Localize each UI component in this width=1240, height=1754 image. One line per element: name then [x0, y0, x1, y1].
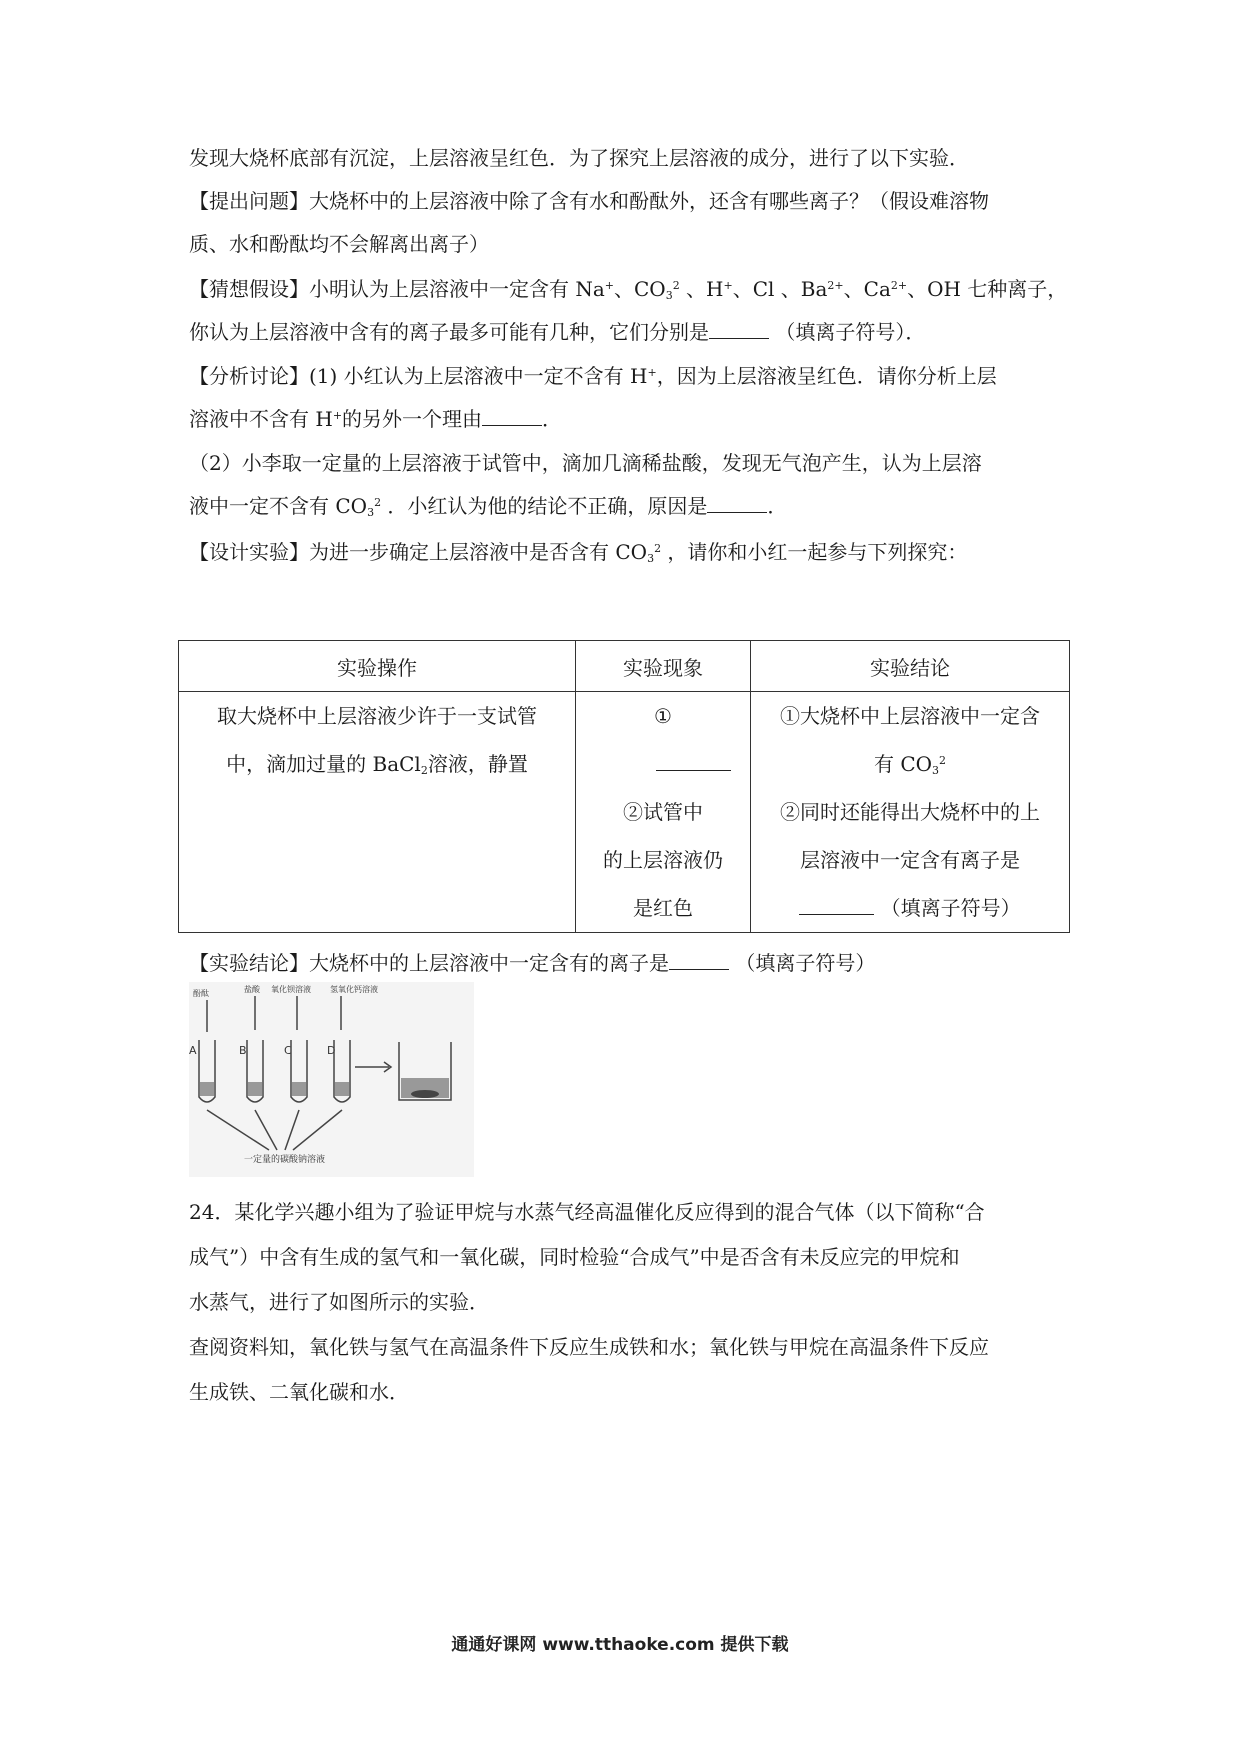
analysis-line2	[189, 407, 562, 431]
analysis-text: 溶液中不含有 H	[189, 407, 333, 431]
ion: 、CO	[614, 277, 666, 301]
page-footer: 通通好课网 www.tthaoke.com 提供下载	[451, 1635, 789, 1655]
q24-line2: 成气”）中含有生成的氢气和一氧化碳，同时检验“合成气”中是否含有未反应完的甲烷和	[189, 1245, 960, 1269]
cell-line	[576, 740, 750, 788]
figure-bottom-label: 一定量的碳酸钠溶液	[244, 1155, 326, 1165]
cell-line	[751, 884, 1069, 932]
figure-label-phenolphthalein: 酚酞	[193, 989, 209, 998]
cell-operation	[179, 692, 576, 933]
cell-line	[179, 740, 575, 788]
q24-line1: 24．某化学兴趣小组为了验证甲烷与水蒸气经高温催化反应得到的混合气体（以下简称“合	[189, 1200, 985, 1224]
cell-line: 取大烧杯中上层溶液少许于一支试管	[217, 704, 537, 728]
table-row	[179, 692, 1070, 933]
analysis-line3: （2）小李取一定量的上层溶液于试管中，滴加几滴稀盐酸，发现无气泡产生，认为上层溶	[189, 451, 982, 475]
answer-blank[interactable]	[669, 951, 729, 970]
ion-list	[569, 277, 967, 301]
superscript: +	[332, 409, 343, 422]
hypothesis-hint: （填离子符号）．	[775, 320, 926, 344]
q24-line4: 查阅资料知，氧化铁与氢气在高温条件下反应生成铁和水；氧化铁与甲烷在高温条件下反应	[189, 1335, 989, 1359]
paragraph-intro: 发现大烧杯底部有沉淀，上层溶液呈红色．为了探究上层溶液的成分，进行了以下实验．	[189, 146, 969, 170]
cell-line: 的上层溶液仍	[603, 848, 723, 872]
superscript: +	[647, 366, 657, 379]
cell-line: ①	[654, 704, 672, 728]
header-conclusion: 实验结论	[751, 641, 1070, 692]
hypothesis-question: 你认为上层溶液中含有的离子最多可能有几种，它们分别是	[189, 320, 709, 344]
cell-conclusion	[751, 692, 1070, 933]
design-line	[189, 540, 967, 564]
design-text: ，请你和小红一起参与下列探究：	[661, 540, 968, 564]
header-phenomenon: 实验现象	[576, 641, 751, 692]
question-raise-line1: 【提出问题】大烧杯中的上层溶液中除了含有水和酚酞外，还含有哪些离子？（假设难溶物	[189, 189, 989, 213]
q24-line3: 水蒸气，进行了如图所示的实验．	[189, 1290, 489, 1314]
analysis-line4	[189, 494, 787, 518]
subscript: 3	[367, 506, 375, 519]
answer-blank[interactable]	[707, 494, 767, 513]
question-raise-line2: 质、水和酚酞均不会解离出离子）	[189, 232, 489, 256]
figure-label-bacl2: 氧化钡溶液	[271, 985, 311, 994]
tube-label-b: B	[239, 1044, 247, 1057]
cell-text: 有 CO	[873, 752, 933, 776]
cell-line: ②同时还能得出大烧杯中的上	[780, 800, 1040, 824]
ion-charge: 2+	[890, 279, 908, 292]
design-text: 【设计实验】为进一步确定上层溶液中是否含有 CO	[189, 540, 648, 564]
q24-line5: 生成铁、二氧化碳和水．	[189, 1380, 409, 1404]
superscript: 2	[374, 496, 382, 509]
analysis-text: 的另外一个理由	[342, 407, 483, 431]
header-operation: 实验操作	[179, 641, 576, 692]
cell-text: 中，滴加过量的 BaCl	[226, 752, 421, 776]
analysis-text: 液中一定不含有 CO	[189, 494, 368, 518]
tube-label-a: A	[189, 1044, 197, 1057]
hypothesis-line1	[189, 277, 1067, 301]
superscript: 2	[939, 754, 947, 767]
cell-line: 是红色	[633, 896, 693, 920]
ion: 、OH	[907, 277, 968, 301]
superscript: 2	[654, 542, 662, 555]
analysis-text: 【分析讨论】(1) 小红认为上层溶液中一定不含有 H	[189, 364, 648, 388]
conclusion-text: 【实验结论】大烧杯中的上层溶液中一定含有的离子是	[189, 951, 669, 975]
subscript: 2	[420, 764, 428, 777]
answer-blank[interactable]	[656, 752, 731, 771]
tube-label-c: C	[284, 1044, 292, 1057]
ion-charge: 2	[672, 279, 680, 292]
answer-blank[interactable]	[482, 407, 542, 426]
analysis-text: ．	[542, 407, 563, 431]
test-tube-figure	[189, 982, 474, 1177]
conclusion-line	[189, 951, 875, 975]
analysis-text: ．小红认为他的结论不正确，原因是	[381, 494, 708, 518]
ion-charge: +	[723, 279, 733, 292]
tube-label-d: D	[327, 1044, 336, 1057]
answer-blank[interactable]	[709, 320, 769, 339]
figure-label-hcl: 盐酸	[244, 985, 260, 994]
answer-blank[interactable]	[799, 896, 874, 915]
hypothesis-prefix: 【猜想假设】小明认为上层溶液中一定含有	[189, 277, 569, 301]
ion: Na	[569, 277, 605, 301]
table-header-row	[179, 641, 1070, 692]
hypothesis-suffix: 七种离子，	[967, 277, 1068, 301]
ion: 、Cl	[732, 277, 781, 301]
subscript: 3	[647, 552, 655, 565]
figure-label-caoh2: 氢氧化钙溶液	[330, 985, 378, 994]
analysis-line1	[189, 364, 997, 388]
cell-line: 层溶液中一定含有离子是	[800, 848, 1020, 872]
cell-line	[751, 740, 1069, 788]
cell-phenomenon	[576, 692, 751, 933]
ion-subscript: 3	[665, 289, 673, 302]
cell-text: 溶液，静置	[427, 752, 528, 776]
cell-line: ①大烧杯中上层溶液中一定含	[780, 704, 1040, 728]
experiment-table	[178, 640, 1070, 933]
ion: 、H	[679, 277, 724, 301]
cell-text: （填离子符号）	[880, 896, 1021, 920]
analysis-text: ．	[767, 494, 788, 518]
analysis-text: ，因为上层溶液呈红色．请你分析上层	[656, 364, 997, 388]
ion: 、Ba	[780, 277, 828, 301]
ion-charge: 2+	[827, 279, 844, 292]
ion-charge: +	[604, 279, 614, 292]
conclusion-hint: （填离子符号）	[735, 951, 876, 975]
ion: 、Ca	[843, 277, 891, 301]
hypothesis-line2	[189, 320, 925, 344]
cell-line: ②试管中	[623, 800, 703, 824]
subscript: 3	[932, 764, 940, 777]
